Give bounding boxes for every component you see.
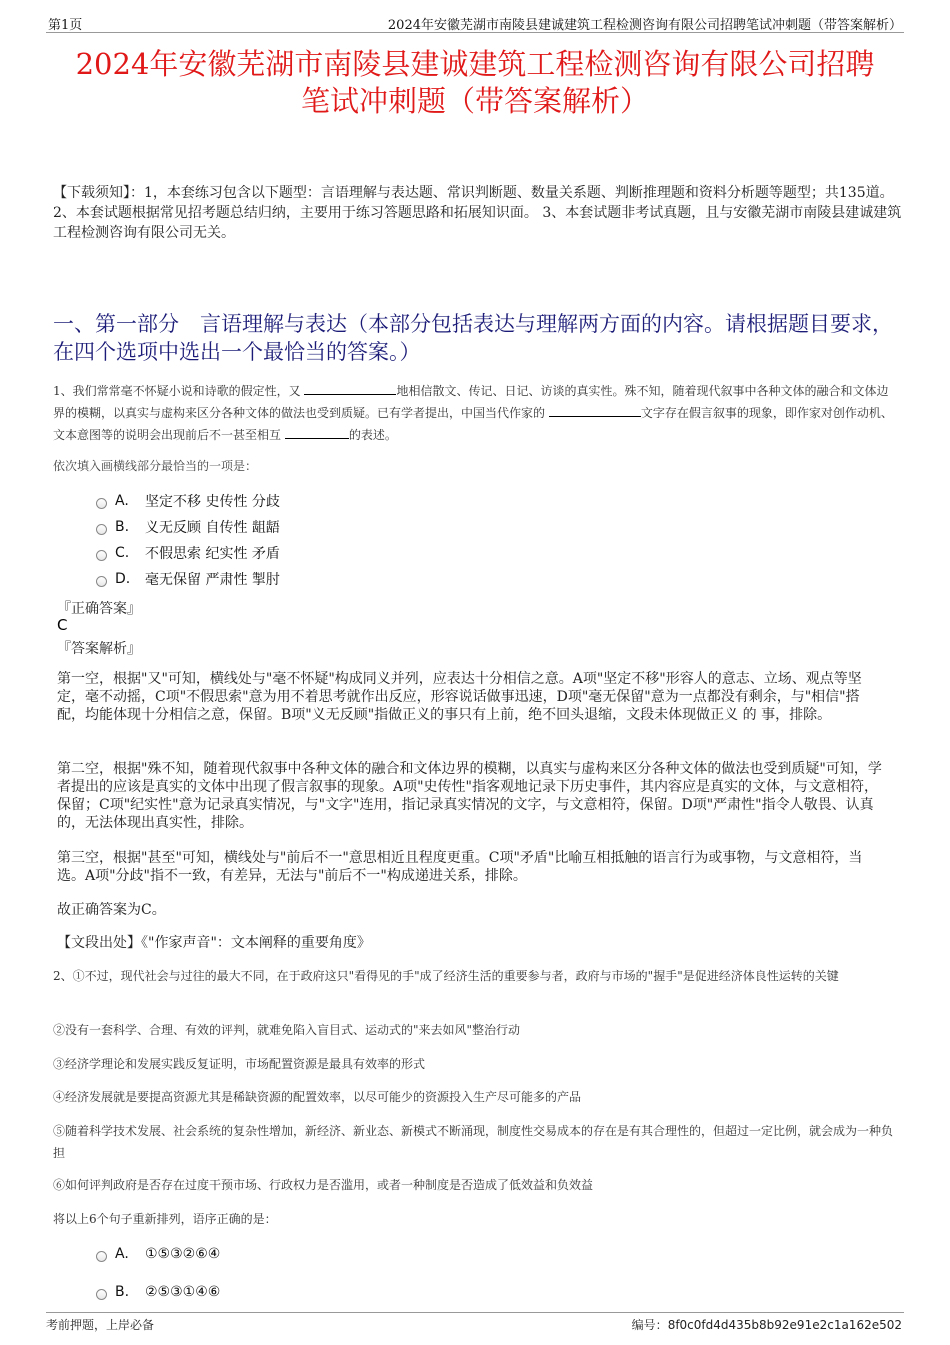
code-value: 8f0c0fd4d435b8b92e91e2c1a162e502 [667, 1318, 902, 1332]
passage-source: 【文段出处】《"作家声音"：文本阐释的重要角度》 [57, 935, 371, 951]
radio-button[interactable] [96, 524, 107, 535]
title-line-1: 2024年安徽芜湖市南陵县建诚建筑工程检测咨询有限公司招聘 [75, 47, 875, 81]
analysis-conclusion: 故正确答案为C。 [57, 902, 166, 918]
page-header [46, 12, 904, 33]
radio-button[interactable] [96, 498, 107, 509]
stem-segment: 地相信散文、传记、日记、访谈的真实性。殊不知，随着现代叙事中各种文体的融合和文体边界的模糊，以真实与虚构来区分各种文体的做法也受到质疑。已有学者提出，中国当代作家的 [53, 384, 889, 420]
question-2-sentence-3: ③经济学理论和发展实践反复证明，市场配置资源是最具有效率的形式 [53, 1057, 426, 1071]
question-2-sentence-1: 2、①不过，现代社会与过往的最大不同，在于政府这只"看得见的手"成了经济生活的重要参与者，政府与市场的"握手"是促进经济体良性运转的关键 [53, 969, 839, 983]
stem-segment: 1、我们常常毫不怀疑小说和诗歌的假定性，又 [53, 384, 305, 398]
fill-blank-3 [285, 426, 349, 439]
header-doc-title: 2024年安徽芜湖市南陵县建诚建筑工程检测咨询有限公司招聘笔试冲刺题（带答案解析） [387, 18, 902, 33]
option-text: 毫无保留 严肃性 掣肘 [145, 572, 280, 588]
q2-option-b[interactable] [96, 1284, 220, 1300]
option-text: ①⑤③②⑥④ [145, 1246, 221, 1262]
stem-segment: 的表述。 [348, 428, 397, 442]
option-letter: C. [115, 545, 130, 561]
radio-button[interactable] [96, 576, 107, 587]
option-text: 义无反顾 自传性 龃龉 [145, 520, 280, 536]
question-2-sentence-4: ④经济发展就是要提高资源尤其是稀缺资源的配置效率，以尽可能少的资源投入生产尽可能多的产品 [53, 1090, 582, 1104]
analysis-paragraph-3: 第三空，根据"甚至"可知，横线处与"前后不一"意思相近且程度更重。C项"矛盾"比喻互相抵触的语言行为或事物，与文意相符，当选。A项"分歧"指不一致，有差异，无法与"前后不一"构成递进关系，排除。 [57, 850, 863, 884]
footer-slogan: 考前押题，上岸必备 [46, 1318, 155, 1332]
document-code [632, 1316, 902, 1333]
question-1-stem [53, 380, 898, 446]
radio-button[interactable] [96, 550, 107, 561]
option-text: ②⑤③①④⑥ [145, 1284, 221, 1300]
option-text: 坚定不移 史传性 分歧 [145, 494, 280, 510]
title-line-2: 笔试冲刺题（带答案解析） [300, 84, 649, 118]
page-number: 第1页 [48, 18, 83, 33]
analysis-label: 『答案解析』 [57, 641, 141, 657]
correct-answer-label: 『正确答案』 [57, 601, 141, 617]
correct-answer-value: C [57, 616, 68, 634]
analysis-paragraph-2: 第二空，根据"殊不知，随着现代叙事中各种文体的融合和文体边界的模糊，以真实与虚构来区分各种文体的做法也受到质疑"可知，学者提出的应该是真实的文体中出现了假言叙事的现象。A项"史传性"指客观地记录下历史事件，其内容应是真实的文体，与文意相符，保留；C项"纪实性"意为记录真实情况，与"文字"连用，指记录真实情况的文字，与文意相符，保留。D项"严肃性"指令人敬畏、认真的，无法体现出真实性，排除。 [57, 761, 882, 831]
option-c[interactable] [96, 543, 280, 563]
option-letter: B. [115, 1284, 130, 1300]
code-label: 编号： [631, 1318, 668, 1332]
document-title [40, 46, 910, 120]
question-2-sentence-5: ⑤随着科学技术发展、社会系统的复杂性增加，新经济、新业态、新模式不断涌现，制度性交易成本的存在是有其合理性的，但超过一定比例，就会成为一种负担 [53, 1124, 894, 1160]
download-notice: 【下载须知】：1，本套练习包含以下题型：言语理解与表达题、常识判断题、数量关系题、判断推理题和资料分析题等题型；共135道。 2、本套试题根据常见招考题总结归纳，主要用于练习答题思路和拓展知识面。 3、本套试题非考试真题，且与安徽芜湖市南陵县建诚建筑工程检测咨询有限公司无关。 [53, 185, 902, 241]
analysis-paragraph-1: 第一空，根据"又"可知，横线处与"毫不怀疑"构成同义并列，应表达十分相信之意。A项"坚定不移"形容人的意志、立场、观点等坚定，毫不动摇，C项"不假思索"意为用不着思考就作出反应，形容说话做事迅速，D项"毫无保留"意为一点都没有剩余，与"相信"搭配，均能体现十分相信之意，保留。B项"义无反顾"指做正义的事只有上前，绝不回头退缩，文段未体现做正义 的 事，排除。 [57, 671, 862, 723]
option-d[interactable] [96, 569, 280, 589]
section-heading: 一、第一部分 言语理解与表达（本部分包括表达与理解两方面的内容。请根据题目要求，在四个选项中选出一个最恰当的答案。） [53, 312, 893, 364]
radio-button[interactable] [96, 1289, 107, 1300]
question-1-prompt: 依次填入画横线部分最恰当的一项是： [53, 459, 258, 473]
option-letter: A. [115, 1246, 129, 1262]
question-2-sentence-2: ②没有一套科学、合理、有效的评判，就难免陷入盲目式、运动式的"来去如风"整治行动 [53, 1023, 521, 1037]
radio-button[interactable] [96, 1251, 107, 1262]
option-letter: B. [115, 519, 130, 535]
option-b[interactable] [96, 517, 280, 537]
fill-blank-2 [549, 404, 641, 417]
q2-option-a[interactable] [96, 1246, 220, 1262]
fill-blank-1 [304, 382, 396, 395]
page-footer [46, 1312, 904, 1332]
question-2-sentence-6: ⑥如何评判政府是否存在过度干预市场、行政权力是否滥用，或者一种制度是否造成了低效益和负效益 [53, 1178, 594, 1192]
option-letter: A. [115, 493, 129, 509]
option-letter: D. [115, 571, 131, 587]
option-text: 不假思索 纪实性 矛盾 [145, 546, 280, 562]
question-2-prompt: 将以上6个句子重新排列，语序正确的是： [53, 1212, 277, 1226]
stem-segment: 文字存在假言叙事的现象，即作家对创作动机、文本意图等的说明会出现前后不一甚至相互 [53, 406, 893, 442]
option-a[interactable] [96, 491, 280, 511]
